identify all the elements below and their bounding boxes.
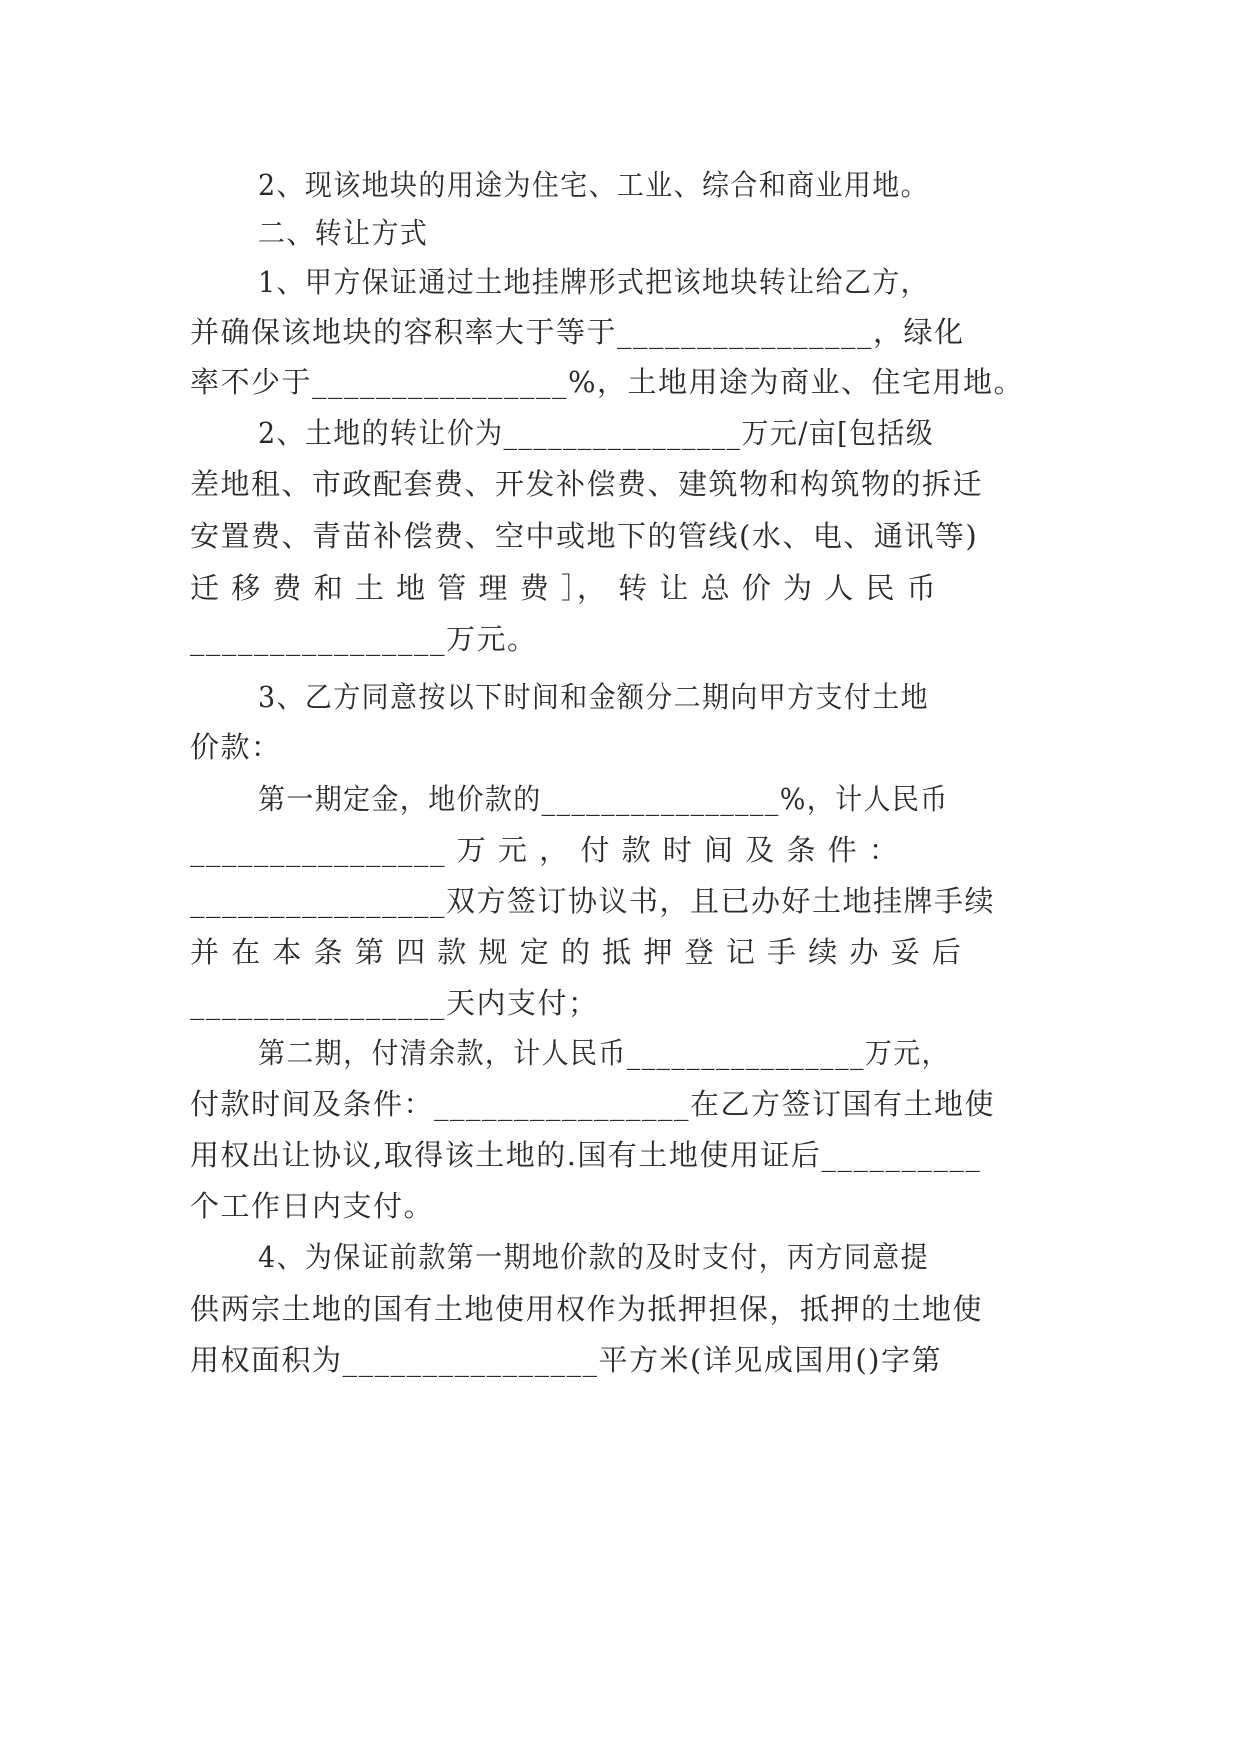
- paragraph-line: 供两宗土地的国有土地使用权作为抵押担保，抵押的土地使: [190, 1292, 984, 1326]
- paragraph-line: 1、甲方保证通过土地挂牌形式把该地块转让给乙方，: [258, 265, 929, 299]
- paragraph-line: 2、现该地块的用途为住宅、工业、综合和商业用地。: [258, 168, 929, 202]
- paragraph-line: 价款：: [190, 730, 282, 764]
- paragraph-line: 4、为保证前款第一期地价款的及时支付，丙方同意提: [258, 1240, 929, 1274]
- paragraph-line: 并确保该地块的容积率大于等于________________，绿化: [190, 315, 965, 349]
- paragraph-line: 安置费、青苗补偿费、空中或地下的管线(水、电、通讯等): [190, 519, 979, 553]
- paragraph-line: 率不少于________________%，土地用途为商业、住宅用地。: [190, 365, 1025, 399]
- section-heading: 二、转让方式: [258, 216, 429, 250]
- paragraph-line: 3、乙方同意按以下时间和金额分二期向甲方支付土地: [258, 680, 929, 714]
- paragraph-line: 并 在 本 条 第 四 款 规 定 的 抵 押 登 记 手 续 办 妥 后: [190, 935, 963, 969]
- paragraph-line: ________________双方签订协议书，且已办好土地挂牌手续: [190, 884, 996, 918]
- paragraph-line: 第二期，付清余款，计人民币________________万元，: [258, 1036, 950, 1070]
- paragraph-line: ________________ 万 元 ， 付 款 时 间 及 条 件 ：: [190, 833, 900, 867]
- paragraph-line: 个工作日内支付。: [190, 1189, 435, 1223]
- paragraph-line: 用权出让协议,取得该土地的.国有土地使用证后__________: [190, 1138, 982, 1172]
- paragraph-line: 迁 移 费 和 土 地 管 理 费 ］， 转 让 总 价 为 人 民 币: [190, 571, 938, 605]
- paragraph-line: 2、土地的转让价为________________万元/亩[包括级: [258, 416, 935, 450]
- paragraph-line: 第一期定金，地价款的________________%，计人民币: [258, 782, 949, 816]
- paragraph-line: 用权面积为________________平方米(详见成国用()字第: [190, 1343, 942, 1377]
- paragraph-line: ________________天内支付；: [190, 986, 599, 1020]
- paragraph-line: ________________万元。: [190, 622, 538, 656]
- paragraph-line: 付款时间及条件：________________在乙方签订国有土地使: [190, 1087, 996, 1121]
- paragraph-line: 差地租、市政配套费、开发补偿费、建筑物和构筑物的拆迁: [190, 467, 984, 501]
